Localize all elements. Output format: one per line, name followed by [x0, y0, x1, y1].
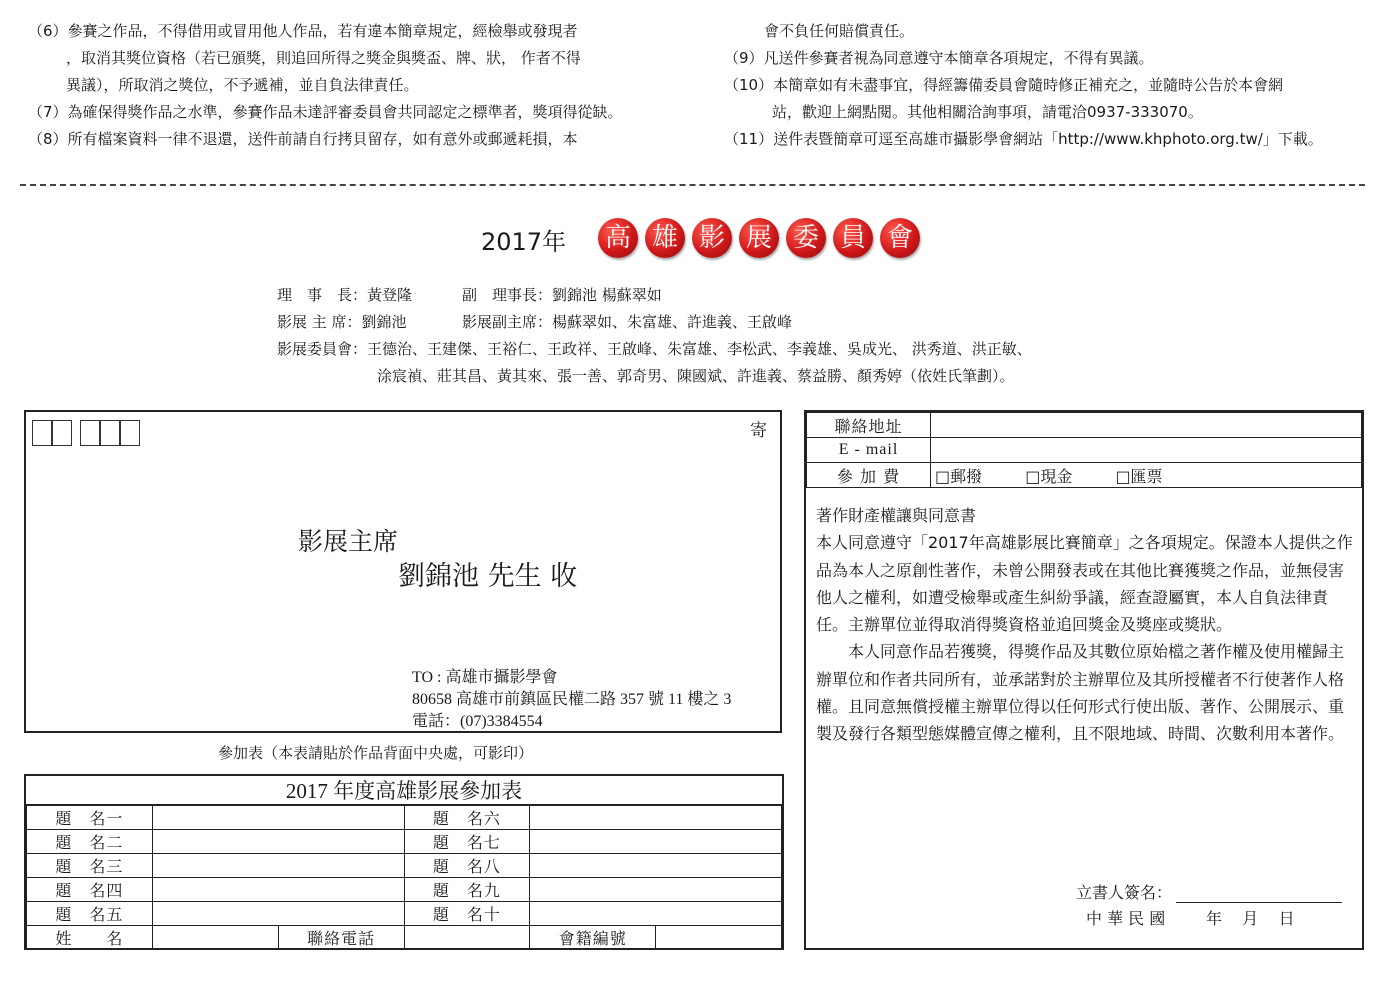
rule-8-line-1: （8）所有檔案資料一律不退還，送件前請自行拷貝留存，如有意外或郵遞耗損，本 [28, 130, 578, 148]
fee-label: 參 加 費 [807, 463, 931, 488]
signature-row [1076, 880, 1342, 903]
email-field[interactable] [931, 438, 1362, 463]
committee-members-1: 影展委員會：王德治、王建傑、王裕仁、王政祥、王啟峰、朱富雄、李松武、李義雄、吳成光、 洪秀道、洪正敏、 [277, 340, 1032, 358]
rule-8-line-2: 會不負任何賠償責任。 [764, 22, 915, 40]
copyright-heading: 著作財產權讓與同意書 [816, 506, 977, 525]
address-field[interactable] [931, 413, 1362, 438]
title-field[interactable] [530, 854, 782, 878]
title-field[interactable] [530, 878, 782, 902]
fee-option-cash[interactable]: □現金 [1025, 466, 1073, 486]
rule-10-line-1: （10）本簡章如有未盡事宜，得經籌備委員會隨時修正補充之，並隨時公告於本會網 [724, 76, 1284, 94]
copyright-para-2: 本人同意作品若獲獎，得獎作品及其數位原始檔之著作權及使用權歸主辦單位和作者共同所有，並承諾對於主辦單位及其所授權者不行使著作人格權。且同意無償授權主辦單位得以任何形式行使出版、著作、公開展示、重製及發行各類型態媒體宣傳之權利，且不限地域、時間、次數利用本著作。 [816, 642, 1345, 744]
fee-option-money-order[interactable]: □匯票 [1115, 466, 1163, 486]
email-label: E - mail [807, 438, 931, 463]
title-field[interactable] [152, 902, 404, 926]
date-line: 中 華 民 國 年 月 日 [1086, 909, 1295, 928]
rule-6-line-2: ，取消其獎位資格（若已頒獎，則追回所得之獎金與獎盃、牌、狀， 作者不得 [66, 49, 581, 67]
entry-form-title: 2017 年度高雄影展參加表 [26, 776, 782, 805]
table-row [27, 854, 782, 878]
table-row [27, 878, 782, 902]
title-label: 題 名六 [404, 806, 530, 830]
title-field[interactable] [152, 806, 404, 830]
fee-options [931, 463, 1362, 488]
rule-11: （11）送件表暨簡章可逕至高雄市攝影學會網站「http://www.khphoto.org.tw/」下載。 [724, 130, 1323, 148]
table-row [27, 902, 782, 926]
title-label: 題 名二 [27, 830, 153, 854]
seal-char-6: 員 [833, 218, 873, 258]
table-row [27, 830, 782, 854]
seal-char-5: 委 [786, 218, 826, 258]
table-row [807, 463, 1362, 488]
entry-form [24, 774, 784, 950]
member-id-field[interactable] [656, 926, 782, 950]
committee-vice-chairman: 副 理事長：劉錦池 楊蘇翠如 [462, 286, 662, 304]
committee-chairman: 理 事 長：黃登隆 [277, 286, 413, 304]
contact-table [806, 412, 1362, 488]
title-field[interactable] [152, 878, 404, 902]
title-label: 題 名一 [27, 806, 153, 830]
signature-field[interactable] [1176, 886, 1342, 903]
title-field[interactable] [530, 902, 782, 926]
seal-char-1: 高 [598, 218, 638, 258]
mailing-label [24, 410, 782, 733]
table-row [807, 438, 1362, 463]
phone-field[interactable] [404, 926, 530, 950]
fee-option-postal[interactable]: □郵撥 [935, 466, 983, 486]
rule-10-line-2: 站，歡迎上網點閱。其他相關洽詢事項，請電洽0937-333070。 [772, 103, 1203, 121]
return-address: 80658 高雄市前鎮區民權二路 357 號 11 樓之 3 [412, 691, 732, 708]
return-phone: 電話：(07)3384554 [412, 713, 543, 730]
entry-form-note: 參加表（本表請貼於作品背面中央處，可影印） [218, 744, 534, 762]
rule-6-line-1: （6）參賽之作品，不得借用或冒用他人作品，若有違本簡章規定，經檢舉或發現者 [28, 22, 578, 40]
title-label: 題 名七 [404, 830, 530, 854]
copyright-agreement [816, 502, 1356, 748]
committee-members-2: 涂宸禎、莊其昌、黃其來、張一善、郭奇男、陳國斌、許進義、蔡益勝、顏秀婷（依姓氏筆劃）。 [377, 367, 1015, 385]
postcode-box [120, 420, 140, 446]
seal-char-4: 展 [739, 218, 779, 258]
contact-panel [804, 410, 1364, 950]
name-field[interactable] [152, 926, 278, 950]
title-label: 題 名十 [404, 902, 530, 926]
postcode-box [100, 420, 120, 446]
title-label: 題 名五 [27, 902, 153, 926]
signer-label: 立書人簽名： [1076, 883, 1173, 902]
phone-label: 聯絡電話 [278, 926, 404, 950]
postcode-box [52, 420, 72, 446]
to-line: TO : 高雄市攝影學會 [412, 669, 558, 686]
cut-line [20, 184, 1365, 186]
title-label: 題 名四 [27, 878, 153, 902]
title-field[interactable] [152, 854, 404, 878]
title-label: 題 名三 [27, 854, 153, 878]
entry-form-table [26, 805, 782, 950]
rule-9: （9）凡送件參賽者視為同意遵守本簡章各項規定，不得有異議。 [724, 49, 1154, 67]
committee-exhibition-vice-chair: 影展副主席：楊蘇翠如、朱富雄、許進義、王啟峰 [462, 313, 793, 331]
copyright-para-1: 本人同意遵守「2017年高雄影展比賽簡章」之各項規定。保證本人提供之作品為本人之原創性著作，未曾公開發表或在其他比賽獲獎之作品，並無侵害他人之權利，如遭受檢舉或產生糾紛爭議，經查證屬實，本人自負法律責任。主辦單位並得取消得獎資格並追回獎金及獎座或獎狀。 [816, 533, 1353, 635]
sender-label: 寄 [750, 421, 767, 441]
seal-char-7: 會 [880, 218, 920, 258]
title-field[interactable] [530, 806, 782, 830]
name-label: 姓 名 [27, 926, 153, 950]
title-field[interactable] [152, 830, 404, 854]
table-row [27, 926, 782, 950]
address-label: 聯絡地址 [807, 413, 931, 438]
table-row [807, 413, 1362, 438]
title-field[interactable] [530, 830, 782, 854]
title-label: 題 名九 [404, 878, 530, 902]
postcode-box [80, 420, 100, 446]
title-label: 題 名八 [404, 854, 530, 878]
rule-6-line-3: 異議），所取消之獎位，不予遞補，並自負法律責任。 [66, 76, 419, 94]
postcode-box [32, 420, 52, 446]
table-row [27, 806, 782, 830]
recipient-name: 劉錦池 先生 收 [398, 561, 578, 592]
member-id-label: 會籍編號 [530, 926, 656, 950]
seal-char-2: 雄 [645, 218, 685, 258]
seal-char-3: 影 [692, 218, 732, 258]
rule-7: （7）為確保得獎作品之水準，參賽作品未達評審委員會共同認定之標準者，獎項得從缺。 [28, 103, 623, 121]
header-year: 2017年 [481, 228, 567, 256]
recipient-title: 影展主席 [298, 527, 399, 556]
committee-exhibition-chair: 影展 主 席：劉錦池 [277, 313, 407, 331]
